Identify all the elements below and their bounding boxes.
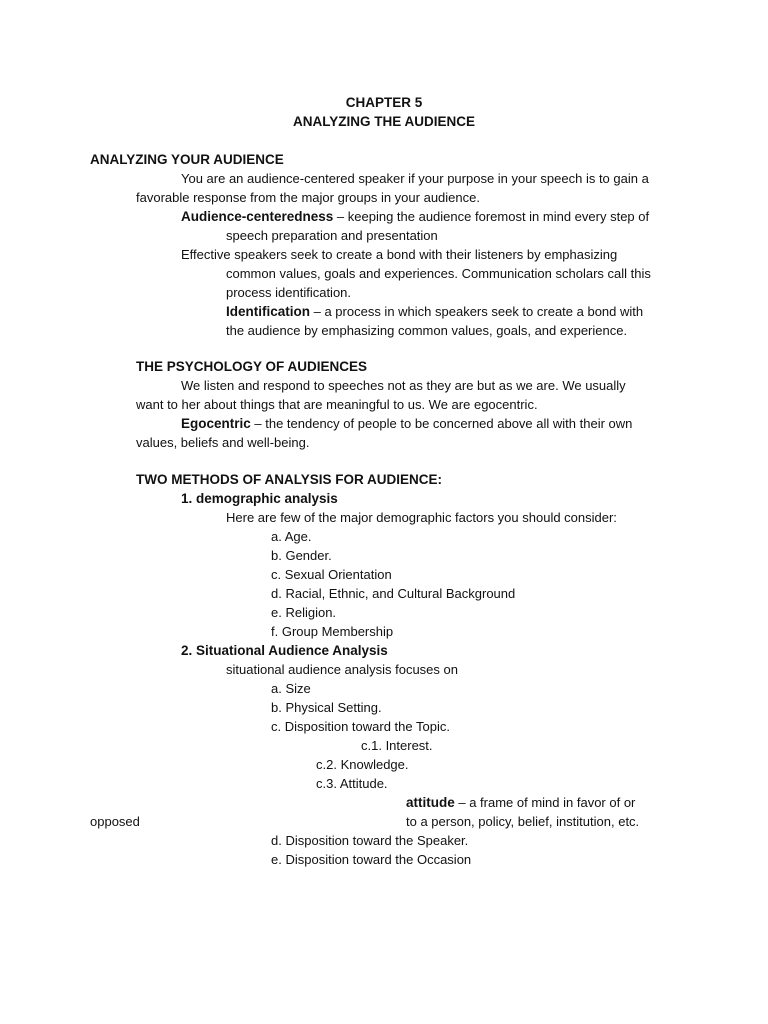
definition-text: the audience by emphasizing common values, goals, and experience. [226,323,628,338]
list-item: e. Disposition toward the Occasion [271,852,472,867]
definition-identification [226,302,643,321]
list-item: f. Group Membership [271,624,394,639]
definition-text: to a person, policy, belief, institution, etc. [406,814,640,829]
method-title-situational: 2. Situational Audience Analysis [181,643,388,658]
paragraph-line: common values, goals and experiences. Communication scholars call this [226,266,651,281]
term-identification: Identification [226,304,310,319]
paragraph-line: want to her about things that are meaningful to us. We are egocentric. [136,397,538,412]
definition-egocentric [181,414,632,433]
paragraph-line: We listen and respond to speeches not as they are but as we are. We usually [181,378,626,393]
paragraph-line: Effective speakers seek to create a bond with their listeners by emphasizing [181,247,618,262]
list-item: c. Disposition toward the Topic. [271,719,450,734]
list-item: d. Disposition toward the Speaker. [271,833,469,848]
definition-text: speech preparation and presentation [226,228,438,243]
sub-list-item: c.3. Attitude. [316,776,388,791]
paragraph-line: process identification. [226,285,352,300]
list-item: a. Size [271,681,311,696]
paragraph-line: You are an audience-centered speaker if your purpose in your speech is to gain a [181,171,649,186]
definition-text: – the tendency of people to be concerned above all with their own [250,416,633,431]
method-title-demographic: 1. demographic analysis [181,491,338,506]
list-item: b. Physical Setting. [271,700,382,715]
list-item: a. Age. [271,529,312,544]
section-heading-psychology: THE PSYCHOLOGY OF AUDIENCES [136,359,368,374]
definition-text: values, beliefs and well-being. [136,435,310,450]
term-egocentric: Egocentric [181,416,251,431]
list-item: c. Sexual Orientation [271,567,392,582]
method-intro: Here are few of the major demographic factors you should consider: [226,510,617,525]
definition-text-opposed: opposed [90,814,140,829]
definition-text: – a process in which speakers seek to create a bond with [310,304,644,319]
list-item: e. Religion. [271,605,337,620]
section-heading-methods: TWO METHODS OF ANALYSIS FOR AUDIENCE: [136,472,443,487]
definition-text: – a frame of mind in favor of or [454,795,636,810]
chapter-number: CHAPTER 5 [345,95,423,110]
definition-text: – keeping the audience foremost in mind every step of [333,209,650,224]
term-audience-centeredness: Audience-centeredness [181,209,334,224]
definition-attitude [406,793,635,812]
list-item: b. Gender. [271,548,332,563]
method-intro: situational audience analysis focuses on [226,662,458,677]
list-item: d. Racial, Ethnic, and Cultural Background [271,586,516,601]
term-attitude: attitude [406,795,455,810]
section-heading-analyzing: ANALYZING YOUR AUDIENCE [90,152,284,167]
sub-list-item: c.1. Interest. [361,738,433,753]
chapter-title: ANALYZING THE AUDIENCE [292,114,475,129]
sub-list-item: c.2. Knowledge. [316,757,409,772]
paragraph-line: favorable response from the major groups in your audience. [136,190,480,205]
definition-audience-centeredness [181,207,649,226]
